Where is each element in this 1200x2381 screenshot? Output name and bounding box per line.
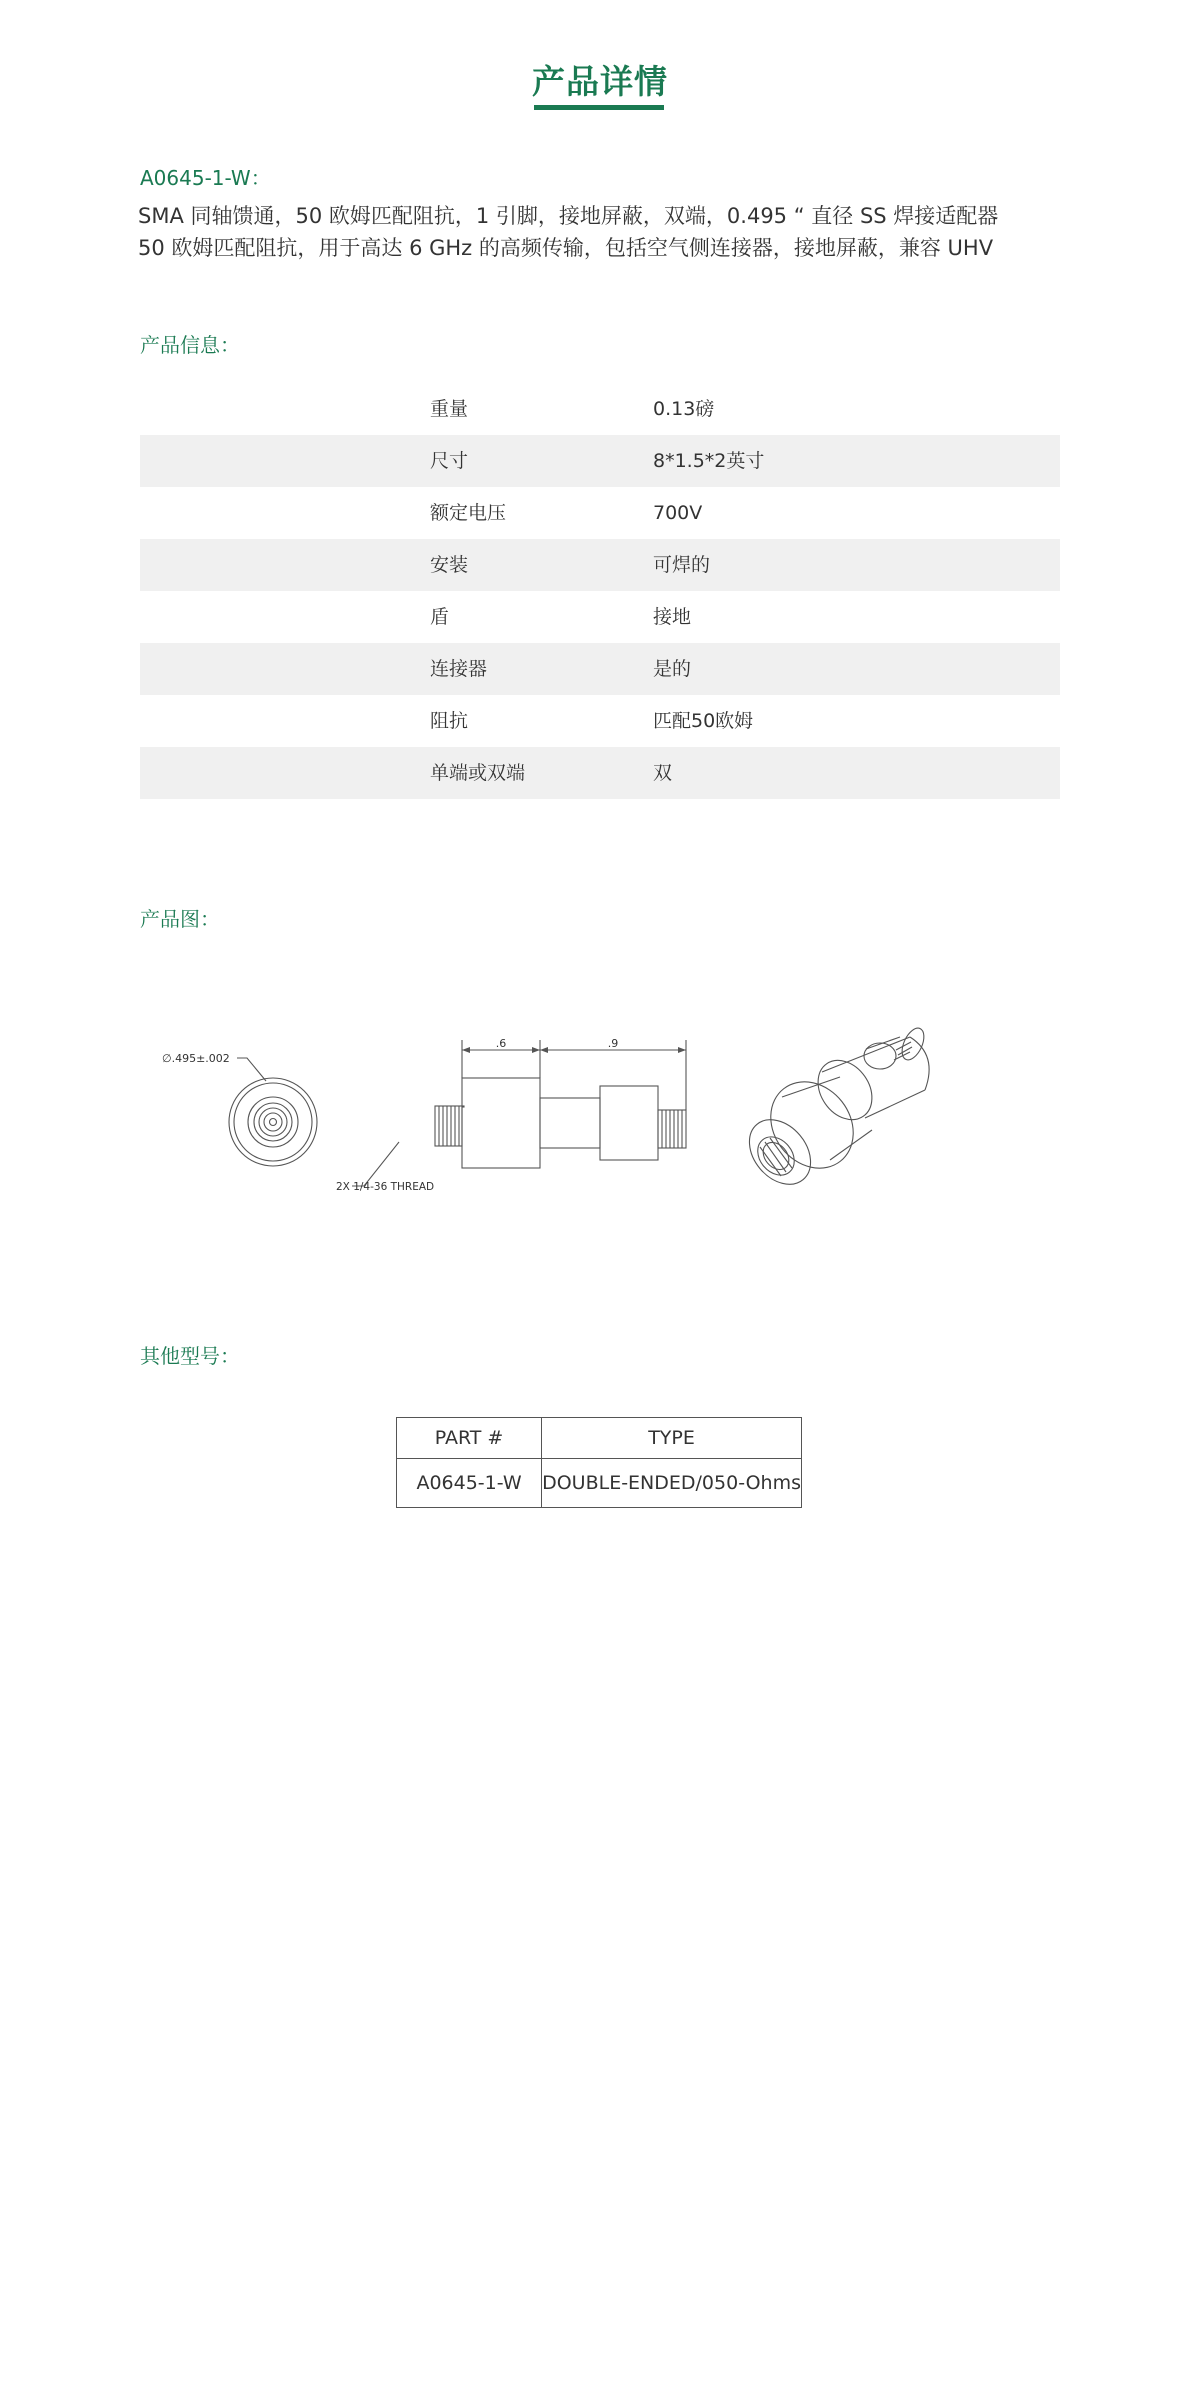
table-row [397,1459,802,1508]
spec-row [140,643,1060,695]
dimension-left: .6 [495,1037,507,1050]
spec-key: 尺寸 [430,450,469,472]
cell-part-number: A0645-1-W [397,1459,542,1508]
cell-type: DOUBLE-ENDED/050-Ohms [542,1459,802,1508]
spec-key: 阻抗 [430,710,469,732]
spec-key: 单端或双端 [430,762,526,784]
right-thread [658,1110,686,1148]
spec-value: 0.13磅 [653,398,715,420]
spec-key: 安装 [430,554,469,576]
other-models-label: 其他型号： [140,1344,240,1368]
spec-key: 重量 [430,398,469,420]
thread-callout: 2X 1/4-36 THREAD [336,1181,435,1193]
spec-row [140,435,1060,487]
spec-row [140,539,1060,591]
left-thread [435,1106,462,1146]
spec-value: 匹配50欧姆 [653,710,754,732]
spec-key: 盾 [430,606,450,628]
spec-value: 700V [653,502,703,524]
spec-row [140,383,1060,435]
dimension-right: .9 [607,1037,619,1050]
front-view [229,1058,317,1166]
product-info-label: 产品信息： [140,333,240,357]
description-line-2: 50 欧姆匹配阻抗，用于高达 6 GHz 的高频传输，包括空气侧连接器，接地屏蔽，兼容 UHV [138,236,994,260]
spec-row [140,487,1060,539]
side-view [352,1040,686,1186]
product-drawing [140,1010,1060,1240]
spec-key: 连接器 [430,658,488,680]
spec-value: 可焊的 [653,554,711,576]
drawing-label: 产品图： [140,907,220,931]
spec-row [140,747,1060,799]
isometric-view [737,1025,929,1197]
spec-value: 双 [653,762,673,784]
column-header-part: PART # [397,1418,542,1459]
description-line-1: SMA 同轴馈通，50 欧姆匹配阻抗，1 引脚，接地屏蔽，双端，0.495 “ 直径 SS 焊接适配器 [138,204,999,228]
other-models-table [396,1417,802,1508]
spec-key: 额定电压 [430,502,507,524]
column-header-type: TYPE [542,1418,802,1459]
page-title: 产品详情 [532,62,668,101]
spec-row [140,695,1060,747]
diameter-callout: ∅.495±.002 [162,1052,230,1065]
table-header-row [397,1418,802,1459]
spec-value: 8*1.5*2英寸 [653,450,765,472]
spec-value: 接地 [653,606,692,628]
spec-value: 是的 [653,658,692,680]
title-underline [534,105,664,110]
spec-row [140,591,1060,643]
spec-table [140,383,1060,799]
model-label: A0645-1-W： [140,166,271,190]
